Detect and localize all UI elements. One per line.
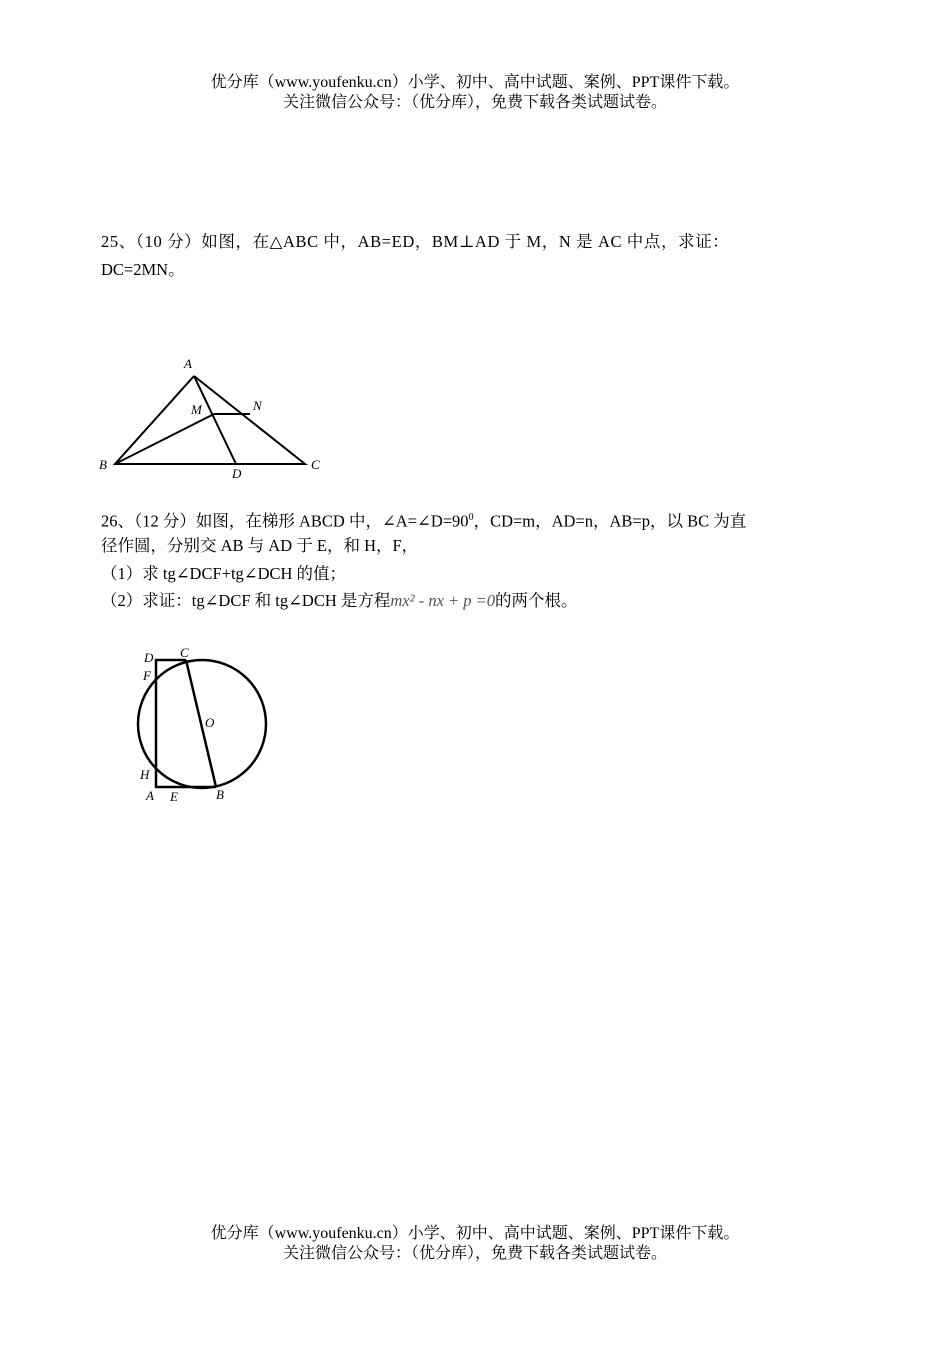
q26-line-1-pre: 26、（12 分）如图，在梯形 ABCD 中，∠A=∠D=90: [101, 511, 469, 531]
label-d: D: [144, 650, 154, 665]
footer-line-1: 优分库（www.youfenku.cn）小学、初中、高中试题、案例、PPT课件下载。: [210, 1225, 740, 1242]
q26-line-2: 径作圆，分别交 AB 与 AD 于 E，和 H，F，: [101, 536, 419, 555]
q25-triangle-figure: [95, 352, 335, 482]
label-d: D: [232, 466, 242, 481]
page-header: [0, 73, 950, 113]
quadratic-equation: mx² - nx + p =0: [390, 591, 496, 610]
q26-part-1: （1）求 tg∠DCF+tg∠DCH 的值；: [101, 564, 347, 583]
header-line-1: 优分库（www.youfenku.cn）小学、初中、高中试题、案例、PPT课件下载。: [210, 74, 740, 91]
label-o: O: [205, 715, 215, 730]
degree-superscript: 0: [468, 512, 474, 523]
q26-line-1-post: ，CD=m，AD=n，AB=p，以 BC 为直: [473, 511, 747, 531]
label-e: E: [170, 789, 178, 804]
q26-line-1: [101, 506, 746, 534]
label-c: C: [180, 645, 189, 660]
label-a: A: [146, 788, 154, 803]
q26-part-2-pre: （2）求证：tg∠DCF 和 tg∠DCH 是方程: [101, 591, 391, 610]
label-f: F: [143, 668, 151, 683]
header-line-2: 关注微信公众号：（优分库），免费下载各类试题试卷。: [282, 94, 667, 111]
q25-line-2: DC=2MN。: [101, 260, 185, 279]
q26-part-2: [101, 589, 578, 613]
page-footer: [0, 1224, 950, 1264]
label-b: B: [99, 457, 107, 472]
label-m: M: [191, 402, 202, 417]
q25-line-1: 25、（10 分）如图，在△ABC 中，AB=ED，BM⊥AD 于 M，N 是 AC 中点，求证：: [101, 232, 730, 251]
label-c: C: [311, 457, 320, 472]
label-n: N: [253, 398, 262, 413]
q26-trapezoid-circle-figure: [130, 640, 280, 810]
segment-bm: [115, 414, 214, 464]
q26-part-2-post: 的两个根。: [495, 591, 578, 610]
footer-line-2: 关注微信公众号：（优分库），免费下载各类试题试卷。: [282, 1245, 667, 1262]
label-a: A: [184, 356, 192, 371]
triangle-abc: [115, 376, 305, 464]
label-h: H: [140, 767, 150, 782]
label-b: B: [216, 787, 224, 802]
